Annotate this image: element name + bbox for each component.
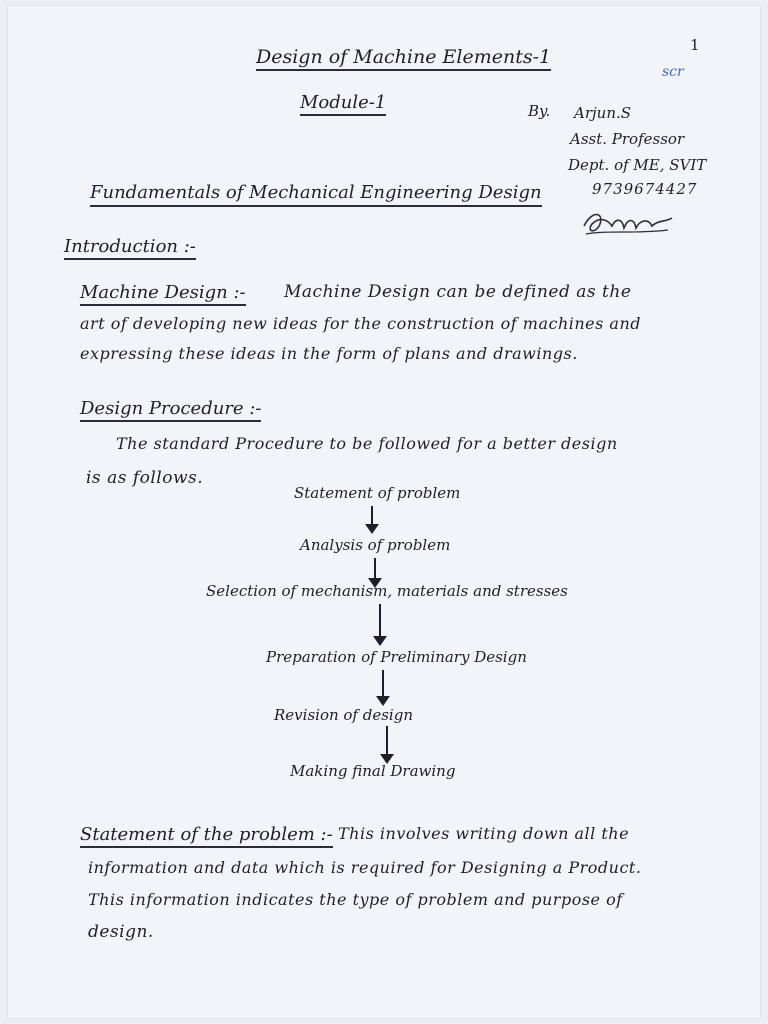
arrow-down-icon: [373, 604, 387, 648]
design-procedure-line-1: The standard Procedure to be followed for a better design: [116, 434, 618, 453]
author-designation: Asst. Professor: [570, 130, 685, 148]
flow-step-2: Analysis of problem: [300, 536, 451, 554]
author-phone: 9739674427: [592, 180, 698, 198]
machine-design-heading: Machine Design :-: [80, 282, 246, 306]
flow-step-5: Revision of design: [274, 706, 413, 724]
statement-line-3: This information indicates the type of problem and purpose of: [88, 890, 623, 909]
flow-step-6: Making final Drawing: [290, 762, 456, 780]
machine-design-line-3: expressing these ideas in the form of plans and drawings.: [80, 344, 578, 363]
document-title: Design of Machine Elements-1: [256, 46, 551, 71]
machine-design-line-2: art of developing new ideas for the construction of machines and: [80, 314, 642, 333]
statement-heading: Statement of the problem :-: [80, 824, 333, 848]
flow-step-3: Selection of mechanism, materials and stresses: [206, 582, 568, 600]
arrow-down-icon: [365, 506, 379, 534]
notebook-page: [8, 6, 760, 1018]
statement-line-4: design.: [88, 922, 154, 942]
author-name: Arjun.S: [574, 104, 632, 122]
page-number: 1: [690, 36, 700, 54]
design-procedure-line-2: is as follows.: [86, 468, 204, 488]
statement-line-1: This involves writing down all the: [338, 824, 630, 843]
statement-line-2: information and data which is required for Designing a Product.: [88, 858, 642, 877]
flow-step-1: Statement of problem: [294, 484, 461, 502]
main-heading: Fundamentals of Mechanical Engineering Design: [90, 182, 542, 207]
author-department: Dept. of ME, SVIT: [568, 156, 707, 174]
author-by: By.: [528, 102, 551, 120]
arrow-down-icon: [376, 670, 390, 706]
arrow-down-icon: [380, 726, 394, 766]
design-procedure-heading: Design Procedure :-: [80, 398, 261, 422]
flow-step-4: Preparation of Preliminary Design: [266, 648, 527, 666]
blue-mark: scr: [662, 64, 684, 80]
introduction-heading: Introduction :-: [64, 236, 196, 260]
module-label: Module-1: [300, 92, 386, 116]
signature-icon: [578, 204, 678, 242]
machine-design-line-1: Machine Design can be defined as the: [284, 282, 632, 302]
